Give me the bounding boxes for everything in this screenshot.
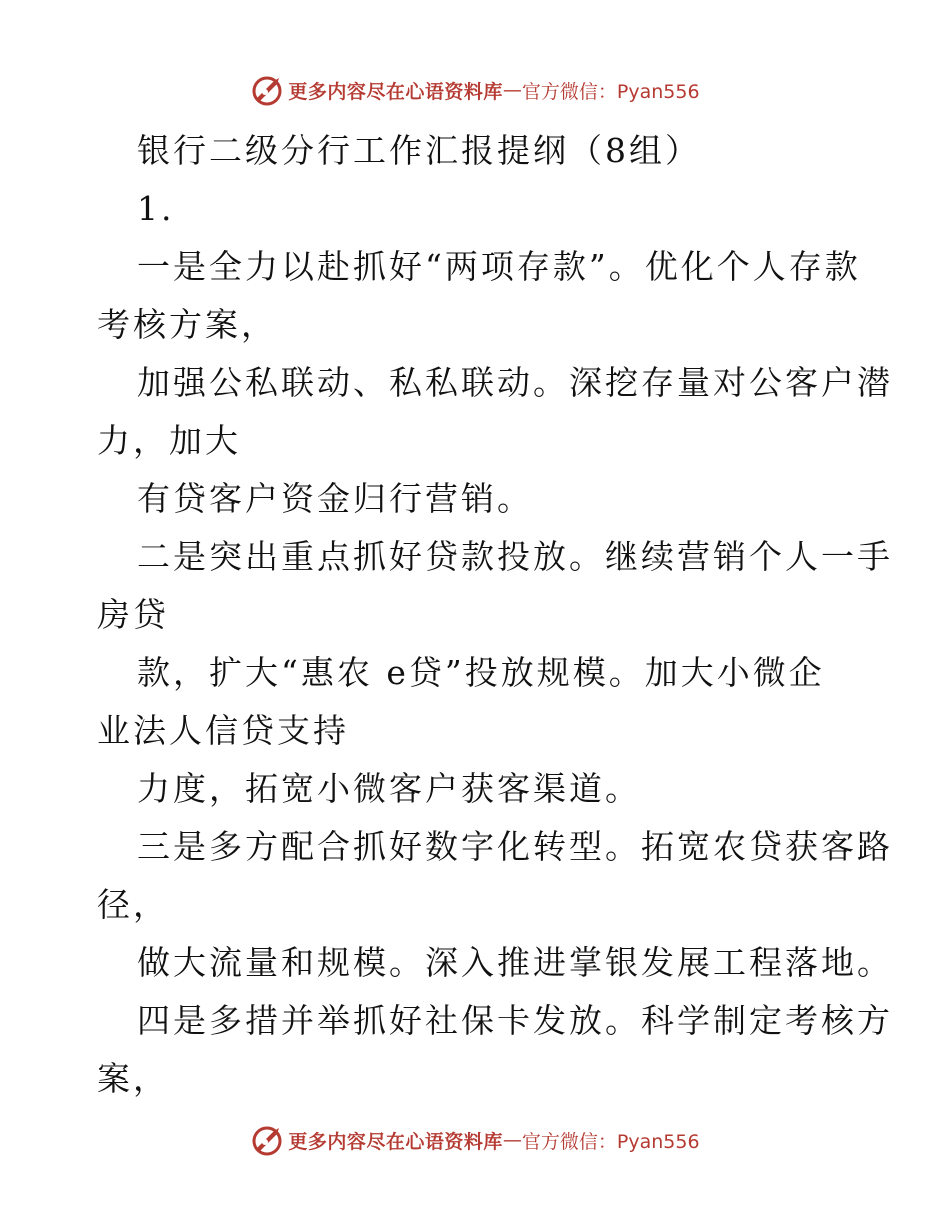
pen-circle-logo-icon	[250, 73, 284, 107]
document-line: 加强公私联动、私私联动。深挖存量对公客户潜	[137, 363, 893, 402]
watermark-account: 官方微信：Pyan556	[521, 1130, 700, 1153]
watermark-account: 官方微信：Pyan556	[521, 80, 700, 103]
footer-watermark	[0, 1120, 950, 1160]
document-body	[97, 122, 893, 1108]
document-line: 案，	[97, 1059, 169, 1098]
pen-circle-logo-icon	[250, 1123, 284, 1157]
document-line: 款，扩大“惠农 e贷”投放规模。加大小微企	[137, 653, 825, 692]
document-line: 房贷	[97, 595, 169, 634]
document-line: 一是全力以赴抓好“两项存款”。优化个人存款	[137, 247, 861, 286]
document-line: 考核方案，	[97, 305, 277, 344]
document-line: 有贷客户资金归行营销。	[137, 479, 533, 518]
document-line: 力度，拓宽小微客户获客渠道。	[137, 769, 641, 808]
watermark-separator: —	[502, 1129, 522, 1151]
document-line: 三是多方配合抓好数字化转型。拓宽农贷获客路	[137, 827, 893, 866]
watermark-text: 更多内容尽在心语资料库	[288, 1130, 503, 1153]
watermark-separator: —	[502, 79, 522, 101]
watermark-text: 更多内容尽在心语资料库	[288, 80, 503, 103]
document-line: 银行二级分行工作汇报提纲（8组）	[137, 131, 701, 170]
document-line: 做大流量和规模。深入推进掌银发展工程落地。	[137, 943, 893, 982]
document-line: 1.	[137, 189, 175, 228]
document-line: 业法人信贷支持	[97, 711, 349, 750]
header-watermark	[0, 70, 950, 110]
document-line: 径，	[97, 885, 169, 924]
document-line: 四是多措并举抓好社保卡发放。科学制定考核方	[137, 1001, 893, 1040]
document-line: 二是突出重点抓好贷款投放。继续营销个人一手	[137, 537, 893, 576]
document-line: 力，加大	[97, 421, 241, 460]
